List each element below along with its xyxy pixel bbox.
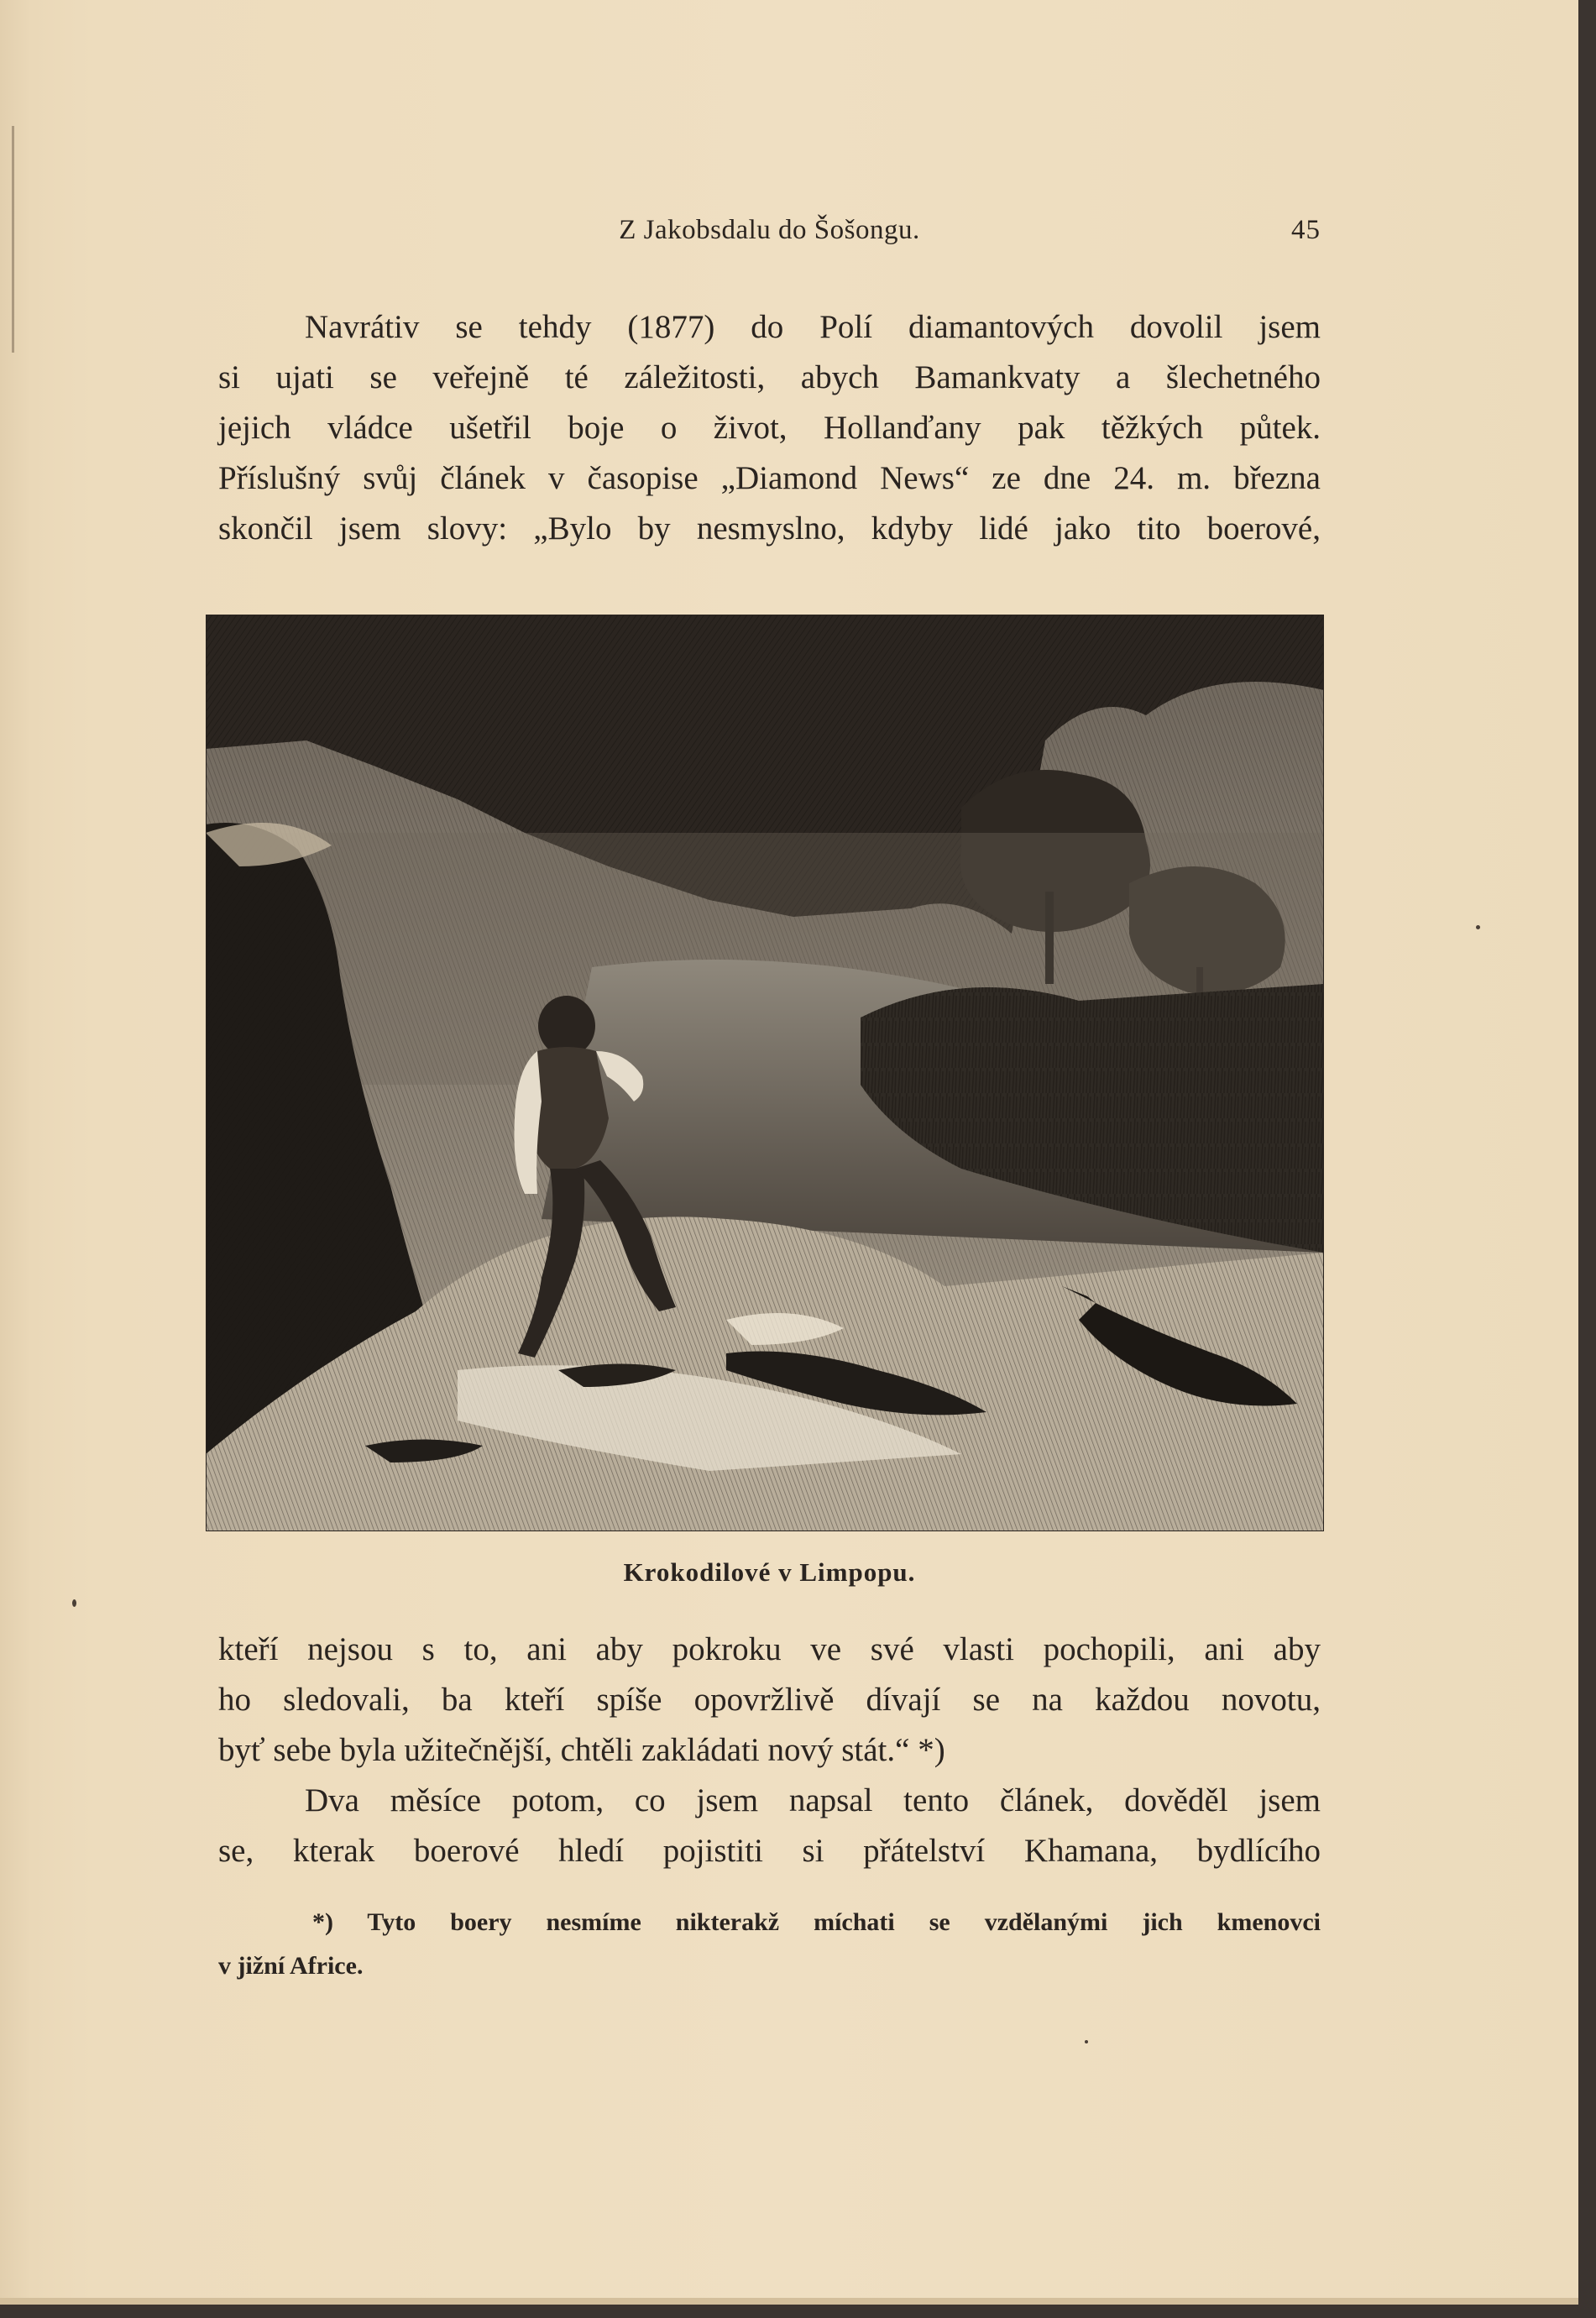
- paper-speck: [1085, 2040, 1088, 2043]
- paper-speck: [1476, 925, 1480, 929]
- paragraph-continued: [218, 1625, 1321, 1776]
- running-head: [218, 215, 1321, 257]
- figure-caption: Krokodilové v Limpopu.: [623, 1557, 916, 1587]
- paragraph-next: [218, 1776, 1321, 1876]
- page-bottom-edge: [0, 2298, 1578, 2305]
- text-line: Příslušný svůj článek v časopise „Diamond News“ ze dne 24. m. března: [218, 460, 1321, 496]
- text-line: jejich vládce ušetřil boje o život, Hollanďany pak těžkých půtek.: [218, 410, 1321, 446]
- text-line: se, kterak boerové hledí pojistiti si přátelství Khamana, bydlícího: [218, 1833, 1321, 1869]
- running-head-title: Z Jakobsdalu do Šošongu.: [619, 215, 920, 245]
- engraving-crocodiles-limpopo: [206, 615, 1324, 1531]
- footnote-line: v jižní Africe.: [218, 1952, 364, 1980]
- paragraph-top: [218, 302, 1321, 554]
- text-line: si ujati se veřejně té záležitosti, abych Bamankvaty a šlechetného: [218, 359, 1321, 395]
- text-line: kteří nejsou s to, ani aby pokroku ve své vlasti pochopili, ani aby: [218, 1631, 1321, 1667]
- text-line: Navrátiv se tehdy (1877) do Polí diamantových dovolil jsem: [305, 309, 1321, 345]
- text-line: ho sledovali, ba kteří spíše opovržlivě dívají se na každou novotu,: [218, 1682, 1321, 1718]
- page-number: 45: [1291, 215, 1321, 245]
- paper-speck: [72, 1599, 76, 1607]
- text-line: byť sebe byla užitečnější, chtěli zakládati nový stát.“ *): [218, 1732, 945, 1768]
- engraving-illustration: [206, 615, 1324, 1531]
- text-line: skončil jsem slovy: „Bylo by nesmyslno, kdyby lidé jako tito boerové,: [218, 510, 1321, 547]
- footnote-line: *) Tyto boery nesmíme nikterakž míchati se vzdělanými jich kmenovci: [312, 1908, 1321, 1936]
- text-line: Dva měsíce potom, co jsem napsal tento článek, dověděl jsem: [305, 1782, 1321, 1818]
- footnote: [218, 1901, 1321, 1988]
- binding-edge: [12, 126, 14, 353]
